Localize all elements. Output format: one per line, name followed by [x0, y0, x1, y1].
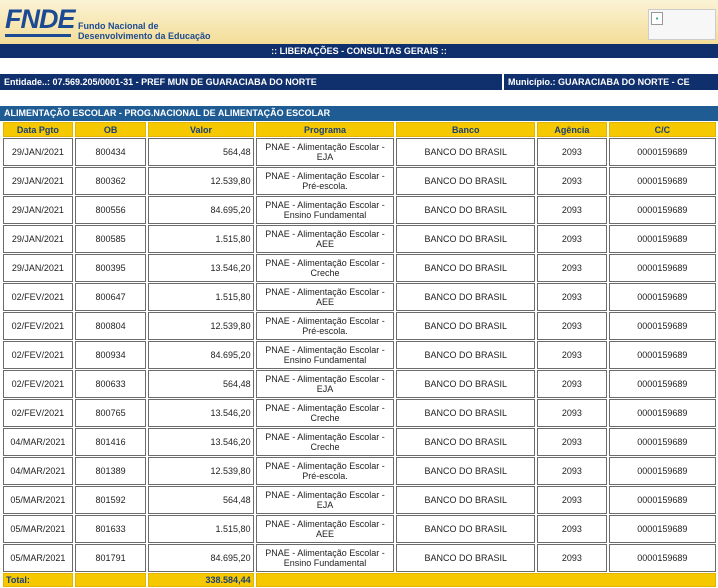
cell-cc: 0000159689	[609, 341, 716, 369]
cell-ob: 801592	[75, 486, 146, 514]
total-spacer	[75, 573, 146, 587]
programa-line1: PNAE - Alimentação Escolar -	[265, 229, 385, 239]
cell-cc: 0000159689	[609, 544, 716, 572]
cell-ob: 800804	[75, 312, 146, 340]
cell-banco: BANCO DO BRASIL	[396, 486, 535, 514]
cell-cc: 0000159689	[609, 225, 716, 253]
table-row	[3, 138, 716, 166]
cell-programa	[256, 167, 395, 195]
cell-agencia: 2093	[537, 515, 607, 543]
cell-cc: 0000159689	[609, 399, 716, 427]
cell-data-pgto: 04/MAR/2021	[3, 428, 73, 456]
programa-line1: PNAE - Alimentação Escolar -	[265, 432, 385, 442]
total-value: 338.584,44	[148, 573, 253, 587]
col-header-agencia: Agência	[537, 122, 607, 137]
cell-agencia: 2093	[537, 138, 607, 166]
cell-valor: 84.695,20	[148, 544, 253, 572]
cell-agencia: 2093	[537, 457, 607, 485]
programa-line1: PNAE - Alimentação Escolar -	[265, 519, 385, 529]
cell-valor: 12.539,80	[148, 457, 253, 485]
cell-ob: 801389	[75, 457, 146, 485]
table-row	[3, 196, 716, 224]
cell-agencia: 2093	[537, 370, 607, 398]
cell-banco: BANCO DO BRASIL	[396, 312, 535, 340]
cell-agencia: 2093	[537, 167, 607, 195]
cell-cc: 0000159689	[609, 428, 716, 456]
cell-valor: 1.515,80	[148, 225, 253, 253]
cell-programa	[256, 370, 395, 398]
col-header-cc: C/C	[609, 122, 716, 137]
programa-line2: AEE	[316, 239, 335, 249]
cell-agencia: 2093	[537, 341, 607, 369]
programa-line1: PNAE - Alimentação Escolar -	[265, 316, 385, 326]
cell-banco: BANCO DO BRASIL	[396, 283, 535, 311]
cell-data-pgto: 29/JAN/2021	[3, 196, 73, 224]
total-filler	[256, 573, 716, 587]
cell-data-pgto: 05/MAR/2021	[3, 515, 73, 543]
cell-programa	[256, 225, 395, 253]
municipio-bar: Município.: GUARACIABA DO NORTE - CE	[504, 74, 718, 90]
cell-banco: BANCO DO BRASIL	[396, 370, 535, 398]
section-title: ALIMENTAÇÃO ESCOLAR - PROG.NACIONAL DE ALIMENTAÇÃO ESCOLAR	[0, 106, 718, 121]
cell-ob: 800434	[75, 138, 146, 166]
cell-ob: 800362	[75, 167, 146, 195]
cell-agencia: 2093	[537, 544, 607, 572]
broken-image-icon: ▪	[648, 9, 716, 40]
cell-valor: 12.539,80	[148, 312, 253, 340]
cell-cc: 0000159689	[609, 283, 716, 311]
programa-line2: Creche	[310, 442, 340, 452]
cell-programa	[256, 341, 395, 369]
cell-cc: 0000159689	[609, 312, 716, 340]
table-header-row	[3, 122, 716, 137]
total-row	[3, 573, 716, 587]
site-header	[0, 0, 718, 44]
cell-ob: 800395	[75, 254, 146, 282]
cell-ob: 800934	[75, 341, 146, 369]
programa-line2: Pré-escola.	[302, 181, 348, 191]
cell-agencia: 2093	[537, 312, 607, 340]
cell-programa	[256, 515, 395, 543]
cell-agencia: 2093	[537, 254, 607, 282]
cell-cc: 0000159689	[609, 370, 716, 398]
table-row	[3, 341, 716, 369]
cell-programa	[256, 457, 395, 485]
cell-ob: 800585	[75, 225, 146, 253]
cell-valor: 564,48	[148, 370, 253, 398]
programa-line2: EJA	[316, 500, 334, 510]
programa-line2: Pré-escola.	[302, 326, 348, 336]
cell-ob: 800647	[75, 283, 146, 311]
table-row	[3, 225, 716, 253]
programa-line2: EJA	[316, 152, 334, 162]
programa-line2: Creche	[310, 268, 340, 278]
cell-valor: 84.695,20	[148, 341, 253, 369]
cell-agencia: 2093	[537, 225, 607, 253]
col-header-data: Data Pgto	[3, 122, 73, 137]
cell-cc: 0000159689	[609, 196, 716, 224]
col-header-banco: Banco	[396, 122, 535, 137]
programa-line1: PNAE - Alimentação Escolar -	[265, 287, 385, 297]
cell-data-pgto: 05/MAR/2021	[3, 486, 73, 514]
table-row	[3, 515, 716, 543]
programa-line1: PNAE - Alimentação Escolar -	[265, 200, 385, 210]
cell-valor: 13.546,20	[148, 428, 253, 456]
programa-line1: PNAE - Alimentação Escolar -	[265, 374, 385, 384]
cell-banco: BANCO DO BRASIL	[396, 515, 535, 543]
cell-programa	[256, 196, 395, 224]
programa-line2: Ensino Fundamental	[283, 210, 367, 220]
cell-banco: BANCO DO BRASIL	[396, 457, 535, 485]
liberacoes-table	[1, 121, 718, 588]
cell-data-pgto: 29/JAN/2021	[3, 138, 73, 166]
total-label: Total:	[3, 573, 73, 587]
cell-valor: 1.515,80	[148, 283, 253, 311]
cell-valor: 564,48	[148, 486, 253, 514]
programa-line2: AEE	[316, 529, 335, 539]
programa-line1: PNAE - Alimentação Escolar -	[265, 490, 385, 500]
cell-banco: BANCO DO BRASIL	[396, 544, 535, 572]
cell-banco: BANCO DO BRASIL	[396, 196, 535, 224]
programa-line1: PNAE - Alimentação Escolar -	[265, 548, 385, 558]
cell-data-pgto: 02/FEV/2021	[3, 312, 73, 340]
table-row	[3, 254, 716, 282]
table-row	[3, 167, 716, 195]
cell-data-pgto: 04/MAR/2021	[3, 457, 73, 485]
programa-line2: Ensino Fundamental	[283, 355, 367, 365]
programa-line2: Ensino Fundamental	[283, 558, 367, 568]
cell-banco: BANCO DO BRASIL	[396, 254, 535, 282]
cell-data-pgto: 29/JAN/2021	[3, 225, 73, 253]
cell-ob: 800633	[75, 370, 146, 398]
cell-valor: 12.539,80	[148, 167, 253, 195]
table-row	[3, 312, 716, 340]
cell-banco: BANCO DO BRASIL	[396, 138, 535, 166]
page-title: :: LIBERAÇÕES - CONSULTAS GERAIS ::	[0, 44, 718, 58]
cell-data-pgto: 02/FEV/2021	[3, 399, 73, 427]
table-row	[3, 283, 716, 311]
cell-agencia: 2093	[537, 486, 607, 514]
cell-programa	[256, 138, 395, 166]
cell-banco: BANCO DO BRASIL	[396, 225, 535, 253]
cell-data-pgto: 02/FEV/2021	[3, 370, 73, 398]
cell-ob: 801416	[75, 428, 146, 456]
cell-banco: BANCO DO BRASIL	[396, 167, 535, 195]
cell-ob: 801633	[75, 515, 146, 543]
programa-line2: AEE	[316, 297, 335, 307]
col-header-programa: Programa	[256, 122, 395, 137]
programa-line1: PNAE - Alimentação Escolar -	[265, 142, 385, 152]
cell-ob: 800556	[75, 196, 146, 224]
table-row	[3, 428, 716, 456]
cell-cc: 0000159689	[609, 457, 716, 485]
cell-data-pgto: 02/FEV/2021	[3, 341, 73, 369]
cell-programa	[256, 283, 395, 311]
cell-agencia: 2093	[537, 196, 607, 224]
cell-valor: 564,48	[148, 138, 253, 166]
table-row	[3, 399, 716, 427]
programa-line1: PNAE - Alimentação Escolar -	[265, 461, 385, 471]
programa-line1: PNAE - Alimentação Escolar -	[265, 403, 385, 413]
cell-valor: 13.546,20	[148, 254, 253, 282]
table-row	[3, 486, 716, 514]
cell-programa	[256, 312, 395, 340]
cell-valor: 84.695,20	[148, 196, 253, 224]
org-name	[78, 21, 211, 41]
cell-programa	[256, 544, 395, 572]
org-name-line1: Fundo Nacional de	[78, 21, 159, 31]
cell-cc: 0000159689	[609, 138, 716, 166]
cell-agencia: 2093	[537, 399, 607, 427]
cell-banco: BANCO DO BRASIL	[396, 428, 535, 456]
cell-agencia: 2093	[537, 283, 607, 311]
cell-cc: 0000159689	[609, 167, 716, 195]
table-row	[3, 370, 716, 398]
fnde-logo: FNDE	[5, 4, 75, 34]
cell-cc: 0000159689	[609, 254, 716, 282]
programa-line1: PNAE - Alimentação Escolar -	[265, 345, 385, 355]
programa-line2: Creche	[310, 413, 340, 423]
cell-programa	[256, 428, 395, 456]
cell-data-pgto: 02/FEV/2021	[3, 283, 73, 311]
cell-banco: BANCO DO BRASIL	[396, 399, 535, 427]
cell-cc: 0000159689	[609, 486, 716, 514]
logo-underline	[5, 34, 71, 37]
programa-line2: EJA	[316, 384, 334, 394]
table-row	[3, 457, 716, 485]
cell-programa	[256, 399, 395, 427]
cell-agencia: 2093	[537, 428, 607, 456]
cell-ob: 800765	[75, 399, 146, 427]
cell-banco: BANCO DO BRASIL	[396, 341, 535, 369]
table-row	[3, 544, 716, 572]
cell-data-pgto: 29/JAN/2021	[3, 167, 73, 195]
programa-line1: PNAE - Alimentação Escolar -	[265, 171, 385, 181]
programa-line1: PNAE - Alimentação Escolar -	[265, 258, 385, 268]
programa-line2: Pré-escola.	[302, 471, 348, 481]
cell-valor: 1.515,80	[148, 515, 253, 543]
cell-valor: 13.546,20	[148, 399, 253, 427]
org-name-line2: Desenvolvimento da Educação	[78, 31, 211, 41]
col-header-ob: OB	[75, 122, 146, 137]
cell-ob: 801791	[75, 544, 146, 572]
cell-cc: 0000159689	[609, 515, 716, 543]
entidade-bar: Entidade..: 07.569.205/0001-31 - PREF MUN DE GUARACIABA DO NORTE	[0, 74, 502, 90]
cell-data-pgto: 29/JAN/2021	[3, 254, 73, 282]
cell-programa	[256, 486, 395, 514]
cell-data-pgto: 05/MAR/2021	[3, 544, 73, 572]
col-header-valor: Valor	[148, 122, 253, 137]
cell-programa	[256, 254, 395, 282]
